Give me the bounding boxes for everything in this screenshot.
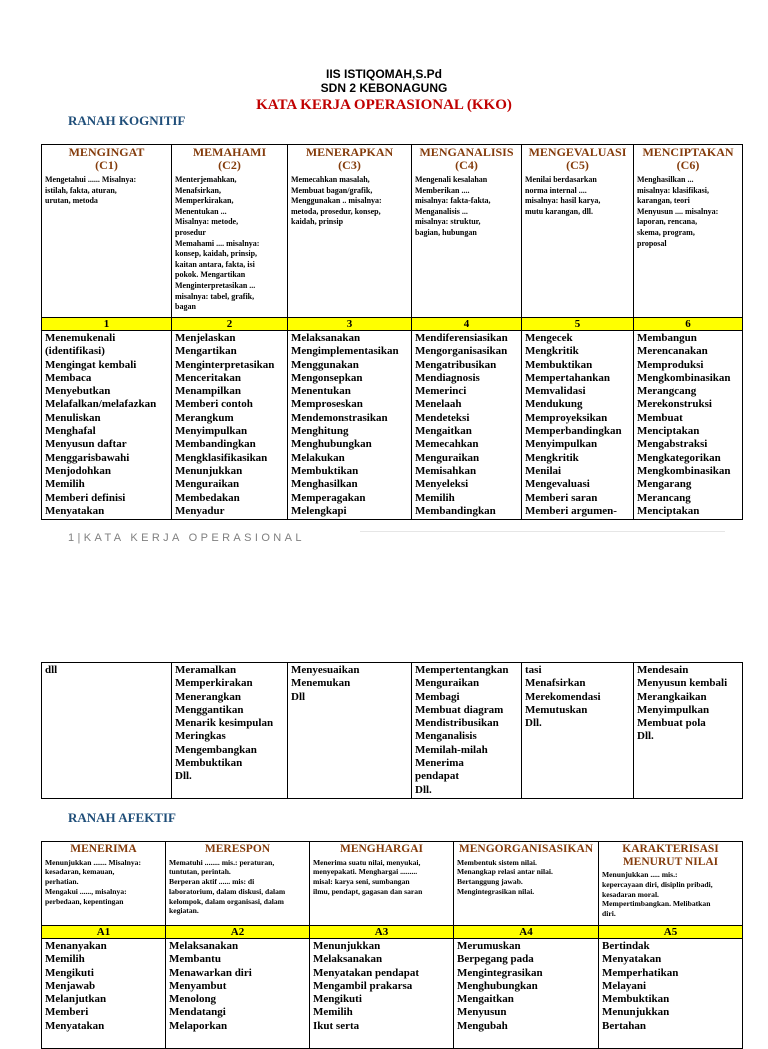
verb-list-a1: Menanyakan Memilih Mengikuti Menjawab Melanjutkan Memberi Menyatakan	[42, 939, 166, 1049]
verb-list-c1: Menemukenali (identifikasi) Mengingat kembali Membaca Menyebutkan Melafalkan/melafazkan Menuliskan Menghafal Menyusun daftar Menggarisbawahi Menjodohkan Memilih Memberi definisi Menyatakan	[42, 331, 172, 520]
description-a5: Menunjukkan ..... mis.: kepercayaan diri, disiplin pribadi, kesadaran moral. Mempertimbangkan. Melibatkan diri.	[602, 870, 713, 919]
verb-list-c1-cont: dll	[42, 663, 172, 799]
level-number-2: 2	[172, 318, 288, 331]
verb-list-c5: Mengecek Mengkritik Membuktikan Mempertahankan Memvalidasi Mendukung Memproyeksikan Memperbandingkan Menyimpulkan Mengkritik Menilai Mengevaluasi Memberi saran Memberi argumen-	[522, 331, 634, 520]
verb-list-a3: Menunjukkan Melaksanakan Menyatakan pendapat Mengambil prakarsa Mengikuti Memilih Ikut serta	[310, 939, 454, 1049]
description-c4: Mengenali kesalahan Memberikan .... misalnya: fakta-fakta, Menganalisis ... misalnya: struktur, bagian, hubungan	[415, 175, 491, 237]
page-footer: 1|KATA KERJA OPERASIONAL	[68, 532, 305, 544]
verb-list-c3: Melaksanakan Mengimplementasikan Menggunakan Mengonsepkan Menentukan Memproseskan Mendemonstrasikan Menghitung Menghubungkan Melakukan Membuktikan Menghasilkan Memperagakan Melengkapi	[288, 331, 412, 520]
header-cell-a5: KARAKTERISASI MENURUT NILAI Menunjukkan ..... mis.: kepercayaan diri, disiplin pribadi, kesadaran moral. Mempertimbangkan. Melibatkan diri.	[599, 842, 743, 926]
header-cell-c5: MENGEVALUASI (C5) Menilai berdasarkan norma internal .... misalnya: hasil karya, mutu karangan, dll.	[522, 145, 634, 318]
description-c3: Memecahkan masalah, Membuat bagan/grafik, Menggunakan .. misalnya: metoda, prosedur, konsep, kaidah, prinsip	[291, 175, 382, 227]
header-cell-c4: MENGANALISIS (C4) Mengenali kesalahan Memberikan .... misalnya: fakta-fakta, Menganalisis ... misalnya: struktur, bagian, hubungan	[412, 145, 522, 318]
header-cell-c3: MENERAPKAN (C3) Memecahkan masalah, Membuat bagan/grafik, Menggunakan .. misalnya: metoda, prosedur, konsep, kaidah, prinsip	[288, 145, 412, 318]
verb-list-c2-cont: Meramalkan Memperkirakan Menerangkan Menggantikan Menarik kesimpulan Meringkas Mengembangkan Membuktikan Dll.	[172, 663, 288, 799]
description-a1: Menunjukkan ....... Misalnya: kesadaran, kemauan, perhatian. Mengakui ......, misalnya: perbedaan, kepentingan	[45, 857, 141, 906]
header-cell-a3: MENGHARGAI Menerima suatu nilai, menyukai, menyepakati. Menghargai ......... misal: karya seni, sumbangan ilmu, pendapt, gagasan dan saran	[310, 842, 454, 926]
description-c5: Menilai berdasarkan norma internal .... misalnya: hasil karya, mutu karangan, dll.	[525, 175, 601, 216]
verb-list-c6-cont: Mendesain Menyusun kembali Merangkaikan Menyimpulkan Membuat pola Dll.	[634, 663, 743, 799]
description-a3: Menerima suatu nilai, menyukai, menyepakati. Menghargai ......... misal: karya seni, sumbangan ilmu, pendapt, gagasan dan saran	[313, 857, 423, 896]
author-name: IIS ISTIQOMAH,S.Pd	[325, 67, 442, 81]
level-number-a5: A5	[599, 926, 743, 939]
footer-label: KATA KERJA OPERASIONAL	[83, 532, 305, 544]
verb-list-c4-cont: Mempertentangkan Menguraikan Membagi Membuat diagram Mendistribusikan Menganalisis Memilah-milah Menerima pendapat Dll.	[412, 663, 522, 799]
description-c1: Mengetahui ...... Misalnya: istilah, fakta, aturan, urutan, metoda	[45, 175, 137, 206]
level-number-4: 4	[412, 318, 522, 331]
verb-list-c6: Membangun Merencanakan Memproduksi Mengkombinasikan Merangcang Merekonstruksi Membuat Menciptakan Mengabstraksi Mengkategorikan Mengkombinasikan Mengarang Merancang Menciptakan	[634, 331, 743, 520]
level-number-6: 6	[634, 318, 743, 331]
school-name: SDN 2 KEBONAGUNG	[320, 81, 448, 95]
level-number-5: 5	[522, 318, 634, 331]
kognitif-table	[41, 144, 743, 520]
verb-list-c4: Mendiferensiasikan Mengorganisasikan Mengatribusikan Mendiagnosis Memerinci Menelaah Mendeteksi Mengaitkan Memecahkan Menguraikan Memisahkan Menyeleksi Memilih Membandingkan	[412, 331, 522, 520]
description-a4: Membentuk sistem nilai. Menangkap relasi antar nilai. Bertanggung jawab. Mengintegrasikan nilai.	[457, 857, 553, 896]
header-cell-c6: MENCIPTAKAN (C6) Menghasilkan ... misalnya: klasifikasi, karangan, teori Menyusun .... misalnya: laporan, rencana, skema, program, proposal	[634, 145, 743, 318]
section-title-kognitif: RANAH KOGNITIF	[68, 113, 186, 128]
description-c6: Menghasilkan ... misalnya: klasifikasi, karangan, teori Menyusun .... misalnya: laporan, rencana, skema, program, proposal	[637, 175, 719, 248]
level-number-3: 3	[288, 318, 412, 331]
verb-list-c3-cont: Menyesuaikan Menemukan Dll	[288, 663, 412, 799]
footer-rule	[360, 531, 725, 532]
header-cell-a4: MENGORGANISASIKAN Membentuk sistem nilai. Menangkap relasi antar nilai. Bertanggung jawab. Mengintegrasikan nilai.	[454, 842, 599, 926]
afektif-table	[41, 841, 743, 1049]
header-cell-c2: MEMAHAMI (C2) Menterjemahkan, Menafsirkan, Memperkirakan, Menentukan ... Misalnya: metode, prosedur Memahami .... misalnya: konsep, kaidah, prinsip, kaitan antara, fakta, isi pokok. Mengartikan Menginterpretasikan ... misalnya: tabel, grafik, bagan	[172, 145, 288, 318]
level-number-a2: A2	[166, 926, 310, 939]
level-number-a1: A1	[42, 926, 166, 939]
verb-list-c2: Menjelaskan Mengartikan Menginterpretasikan Menceritakan Menampilkan Memberi contoh Merangkum Menyimpulkan Membandingkan Mengklasifikasikan Menunjukkan Menguraikan Membedakan Menyadur	[172, 331, 288, 520]
verb-list-a2: Melaksanakan Membantu Menawarkan diri Menyambut Menolong Mendatangi Melaporkan	[166, 939, 310, 1049]
verb-list-c5-cont: tasi Menafsirkan Merekomendasi Memutuskan Dll.	[522, 663, 634, 799]
page-number: 1	[68, 532, 78, 544]
header-cell-a1: MENERIMA Menunjukkan ....... Misalnya: kesadaran, kemauan, perhatian. Mengakui ......, misalnya: perbedaan, kepentingan	[42, 842, 166, 926]
header-cell-c1: MENGINGAT (C1) Mengetahui ...... Misalnya: istilah, fakta, aturan, urutan, metoda	[42, 145, 172, 318]
section-title-afektif: RANAH AFEKTIF	[68, 810, 176, 825]
document-title: KATA KERJA OPERASIONAL (KKO)	[256, 97, 512, 113]
description-c2: Menterjemahkan, Menafsirkan, Memperkirakan, Menentukan ... Misalnya: metode, prosedur Memahami .... misalnya: konsep, kaidah, prinsip, kaitan antara, fakta, isi pokok. Mengartikan Menginterpretasikan ... misalnya: tabel, grafik, bagan	[175, 175, 260, 312]
verb-list-a5: Bertindak Menyatakan Memperhatikan Melayani Membuktikan Menunjukkan Bertahan	[599, 939, 743, 1049]
verb-list-a4: Merumuskan Berpegang pada Mengintegrasikan Menghubungkan Mengaitkan Menyusun Mengubah	[454, 939, 599, 1049]
level-number-a3: A3	[310, 926, 454, 939]
level-number-a4: A4	[454, 926, 599, 939]
level-number-1: 1	[42, 318, 172, 331]
kognitif-table-continued	[41, 662, 743, 799]
description-a2: Mematuhi ........ mis.: peraturan, tuntutan, perintah. Berperan aktif ...... mis: di laboratorium, dalam diskusi, dalam kelompok, dalam organisasi, dalam kegiatan.	[169, 857, 286, 916]
header-cell-a2: MERESPON Mematuhi ........ mis.: peraturan, tuntutan, perintah. Berperan aktif ...... mis: di laboratorium, dalam diskusi, dalam kelompok, dalam organisasi, dalam kegiatan.	[166, 842, 310, 926]
